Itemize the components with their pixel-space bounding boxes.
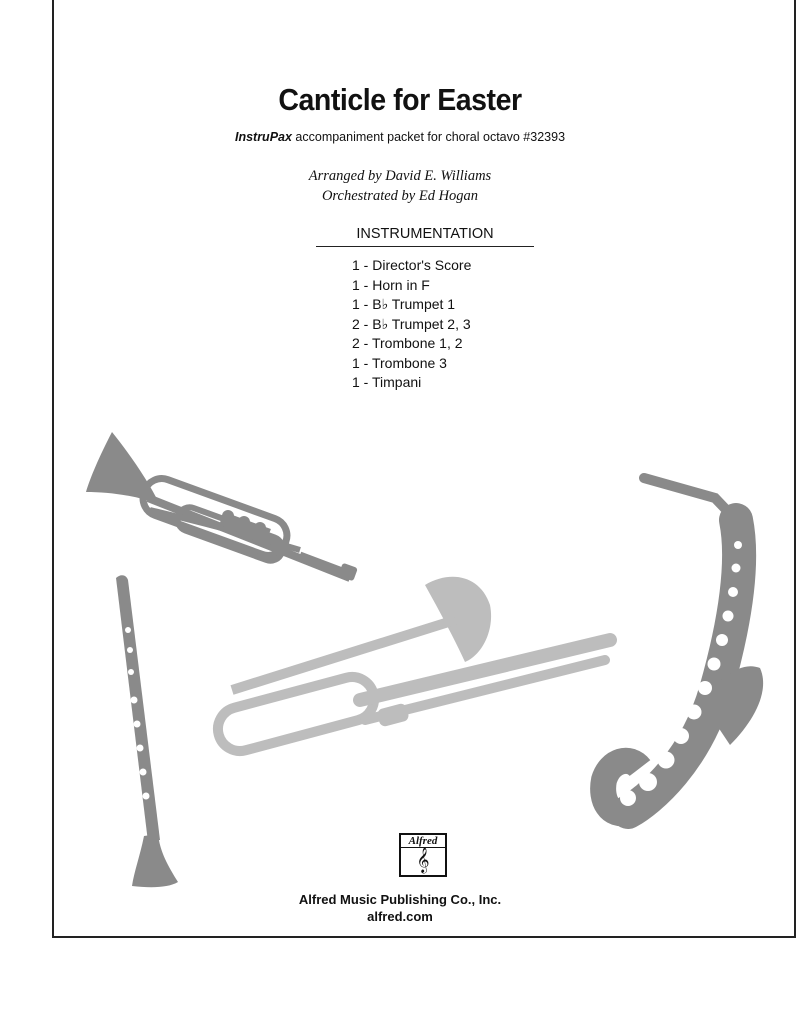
publisher-url: alfred.com: [367, 909, 433, 924]
list-item: 1 - Timpani: [352, 374, 422, 390]
instrumentation-heading: INSTRUMENTATION: [316, 226, 534, 247]
trumpet-icon: [86, 432, 358, 581]
list-item: 2 - B♭ Trumpet 2, 3: [352, 315, 471, 332]
list-item: 1 - Director's Score: [352, 257, 472, 273]
list-item: 1 - Horn in F: [352, 276, 430, 293]
clarinet-icon: [116, 575, 178, 887]
subtitle-brand: InstruPax: [234, 130, 292, 144]
publisher-info: [0, 891, 800, 925]
subtitle-text: accompaniment packet for choral octavo #32393: [291, 130, 566, 144]
arranger-credit: Arranged by David E. Williams: [308, 168, 492, 184]
logo-word: Alfred: [401, 835, 445, 848]
publisher-logo: [399, 833, 447, 877]
list-item: 1 - Trombone 3: [352, 354, 447, 371]
orchestrator-credit: Orchestrated by Ed Hogan: [321, 188, 479, 204]
list-item: 1 - B♭ Trumpet 1: [352, 296, 456, 312]
list-item: 2 - Trombone 1, 2: [352, 335, 463, 351]
saxophone-icon: [603, 478, 763, 813]
page-title: Canticle for Easter: [278, 82, 522, 117]
trombone-icon: [213, 577, 610, 756]
publisher-name: Alfred Music Publishing Co., Inc.: [298, 892, 502, 907]
treble-clef-icon: 𝄞: [416, 848, 430, 873]
